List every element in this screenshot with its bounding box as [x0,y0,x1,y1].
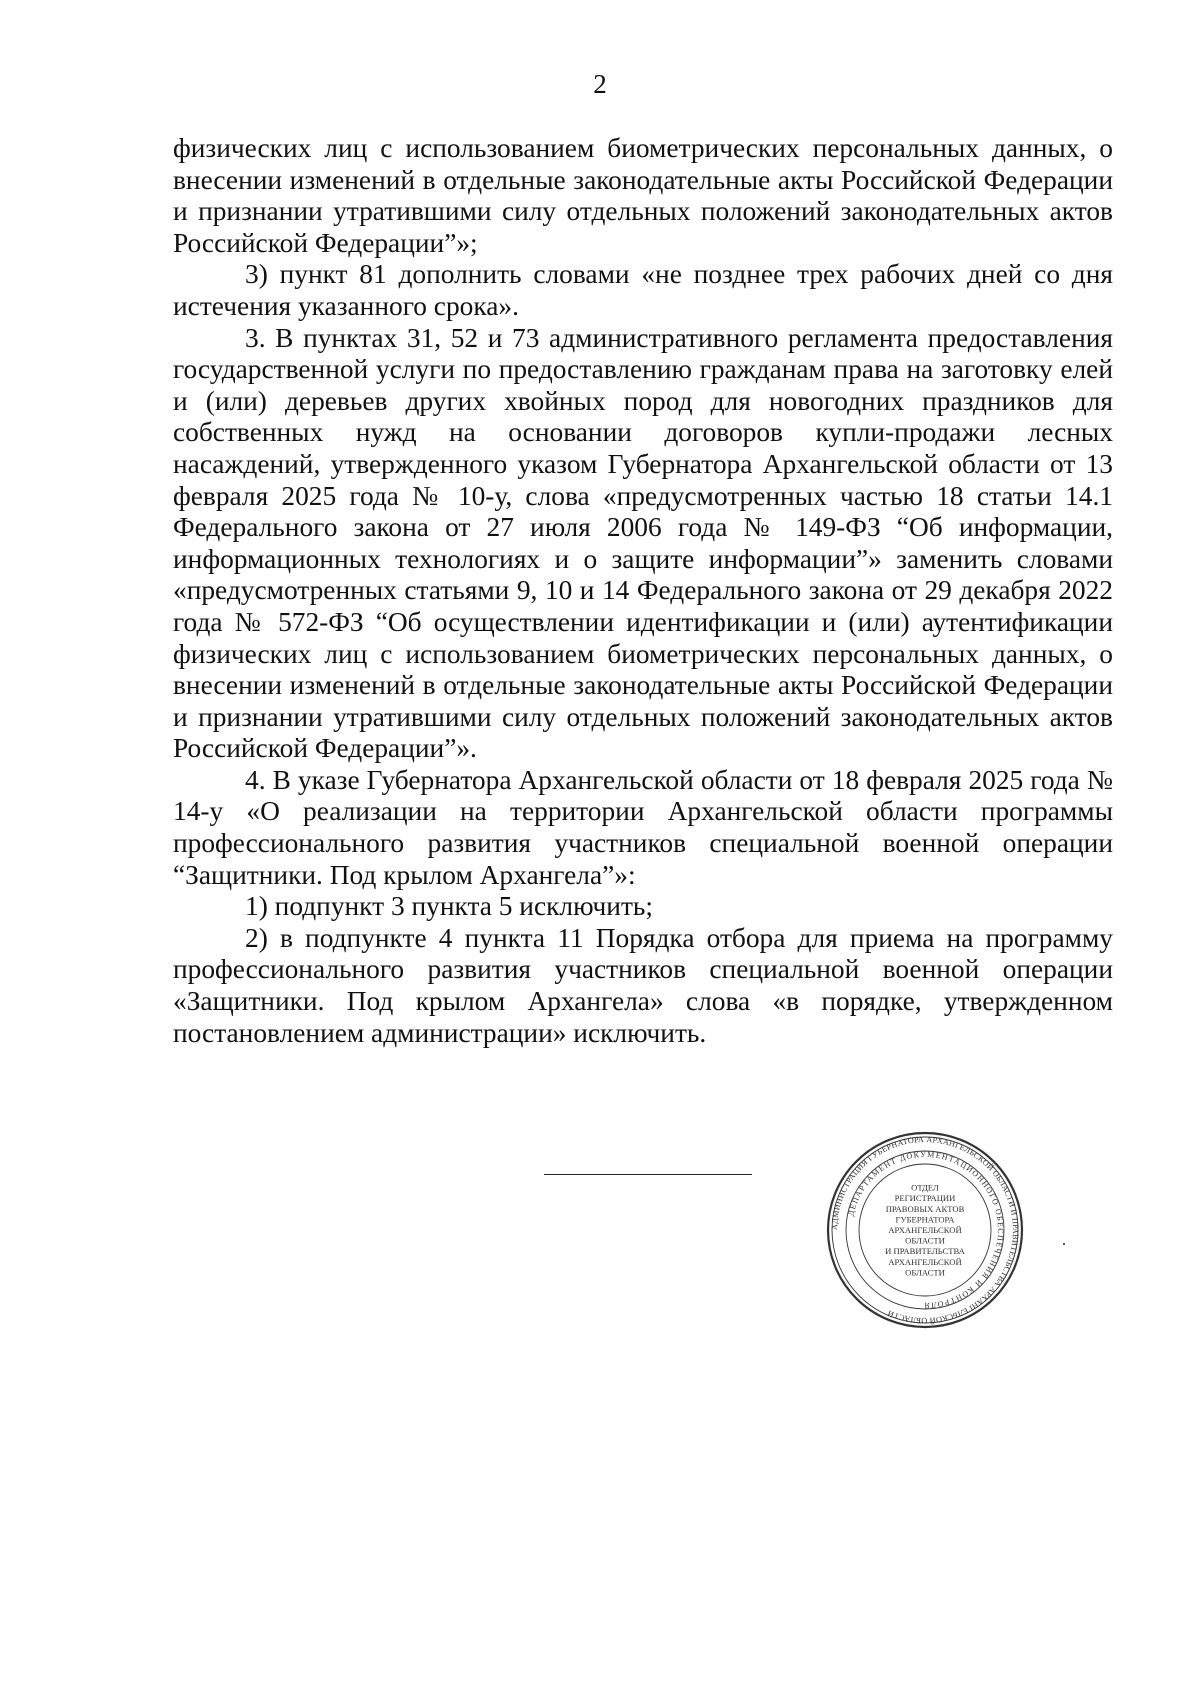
stamp-line: И ПРАВИТЕЛЬСТВА [885,1246,965,1257]
paragraph: 1) подпункт 3 пункта 5 исключить; [245,891,654,922]
stamp-line: АРХАНГЕЛЬСКОЙ [888,1225,962,1235]
stamp-line: ОТДЕЛ [911,1182,939,1193]
stamp-outer-text: АДМИНИСТРАЦИЯ ГУБЕРНАТОРА АРХАНГЕЛЬСКОЙ ОБЛАСТИ И ПРАВИТЕЛЬСТВА АРХАНГЕЛЬСКОЙ ОБЛАСТИ [829,1134,1021,1326]
document-body [173,133,1113,1049]
signature-line [544,1174,752,1175]
stamp-line: ПРАВОВЫХ АКТОВ [885,1203,965,1214]
scan-speck [1063,1243,1065,1245]
paragraph: физических лиц с использованием биометрических персональных данных, о внесении изменений в отдельные законодательные акты Российской Федерации и признании утратившими силу отдельных положений законодательных актов Российской Федерации”»; [173,133,1113,258]
stamp-center-text [885,1183,965,1278]
stamp-line: ГУБЕРНАТОРА [895,1214,955,1225]
paragraph: 3) пункт 81 дополнить словами «не позднее трех рабочих дней со дня истечения указанного срока». [173,259,1113,321]
paragraph: 4. В указе Губернатора Архангельской области от 18 февраля 2025 года № 14-у «О реализации на территории Архангельской области программы профессионального развития участников специальной военной операции “Защитники. Под крылом Архангела”»: [173,764,1113,890]
stamp-line: РЕГИСТРАЦИИ [894,1193,956,1204]
stamp-line: ОБЛАСТИ [905,1267,945,1278]
paragraph: 3. В пунктах 31, 52 и 73 административного регламента предоставления государственной услуги по предоставлению гражданам права на заготовку елей и (или) деревьев других хвойных пород для новогодних праздников для собственных нужд на основании договоров купли-продажи лесных насаждений, утвержденного указом Губернатора Архангельской области от 13 февраля 2025 года № 10-у, слова «предусмотренных частью 18 статьи 14.1 Федерального закона от 27 июля 2006 года № 149-ФЗ “Об информации, информационных технологиях и о защите информации”» заменить словами «предусмотренных статьями 9, 10 и 14 Федерального закона от 29 декабря 2022 года № 572-ФЗ “Об осуществлении идентификации и (или) аутентификации физических лиц с использованием биометрических персональных данных, о внесении изменений в отдельные законодательные акты Российской Федерации и признании утратившими силу отдельных положений законодательных актов Российской Федерации”». [173,322,1113,764]
stamp-line: АРХАНГЕЛЬСКОЙ [888,1256,962,1267]
stamp-inner-text: ДЕПАРТАМЕНТ ДОКУМЕНТАЦИОННОГО ОБЕСПЕЧЕНИЯ И КОНТРОЛЯ [846,1149,1006,1311]
stamp-line: ОБЛАСТИ [905,1235,945,1246]
paragraph: 2) в подпункте 4 пункта 11 Порядка отбора для приема на программу профессионального развития участников специальной военной операции «Защитники. Под крылом Архангела» слова «в порядке, утвержденном постановлением администрации» исключить. [173,922,1113,1048]
official-stamp [825,1130,1025,1330]
page-number: 2 [593,69,607,99]
